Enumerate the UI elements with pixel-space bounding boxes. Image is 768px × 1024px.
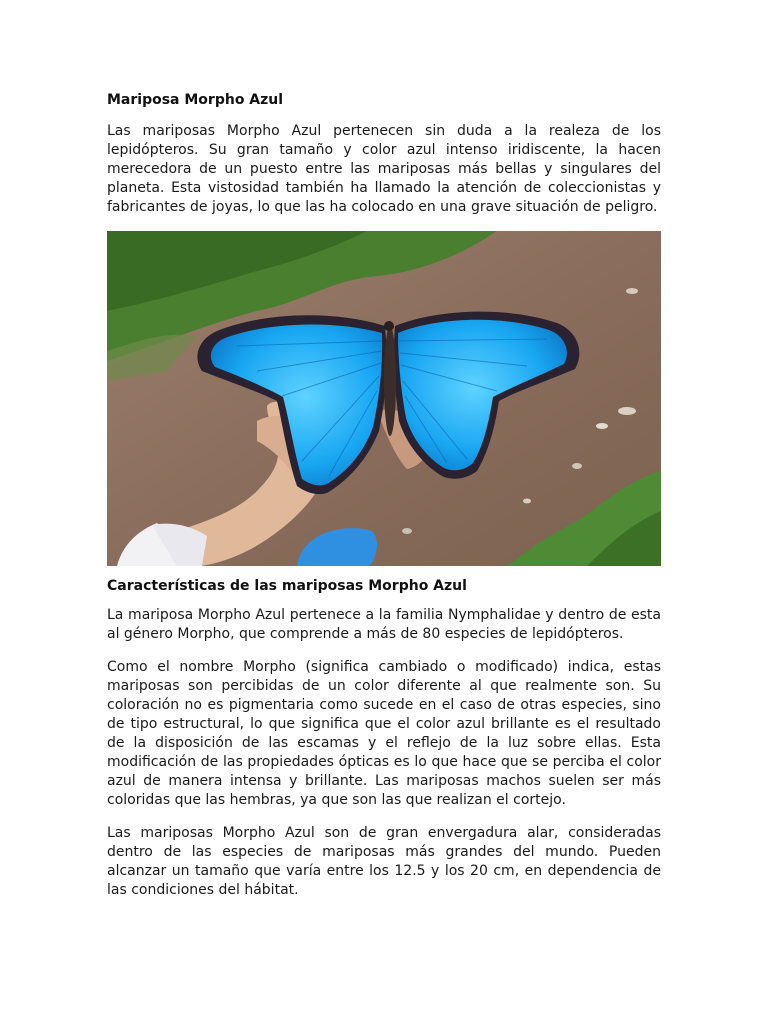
body-paragraph-2: Como el nombre Morpho (significa cambiado o modificado) indica, estas mariposas son percibidas de un color diferente al que realmente son. Su coloración no es pigmentaria como sucede en el caso de otras especies, sino de tipo estructural, lo que significa que el color azul brillante es el resultado de la disposición de las escamas y el reflejo de la luz sobre ellas. Esta modificación de las propiedades ópticas es lo que hace que se perciba el color azul de manera intensa y brillante. Las mariposas machos suelen ser más coloridas que las hembras, ya que son las que realizan el cortejo. xyxy=(107,659,661,808)
page-title: Mariposa Morpho Azul xyxy=(107,92,284,108)
section-heading: Características de las mariposas Morpho Azul xyxy=(107,578,467,594)
body-paragraph-3: Las mariposas Morpho Azul son de gran envergadura alar, consideradas dentro de las especies de mariposas más grandes del mundo. Pueden alcanzar un tamaño que varía entre los 12.5 y los 20 cm, en dependencia de las condiciones del hábitat. xyxy=(107,825,661,898)
document-content xyxy=(107,90,661,914)
butterfly-photo xyxy=(107,231,661,566)
body-paragraph-1: La mariposa Morpho Azul pertenece a la familia Nymphalidae y dentro de esta al género Morpho, que comprende a más de 80 especies de lepidópteros. xyxy=(107,607,661,642)
intro-paragraph: Las mariposas Morpho Azul pertenecen sin duda a la realeza de los lepidópteros. Su gran tamaño y color azul intenso iridiscente, la hacen merecedora de un puesto entre las mariposas más bellas y singulares del planeta. Esta vistosidad también ha llamado la atención de coleccionistas y fabricantes de joyas, lo que las ha colocado en una grave situación de peligro. xyxy=(107,123,661,215)
